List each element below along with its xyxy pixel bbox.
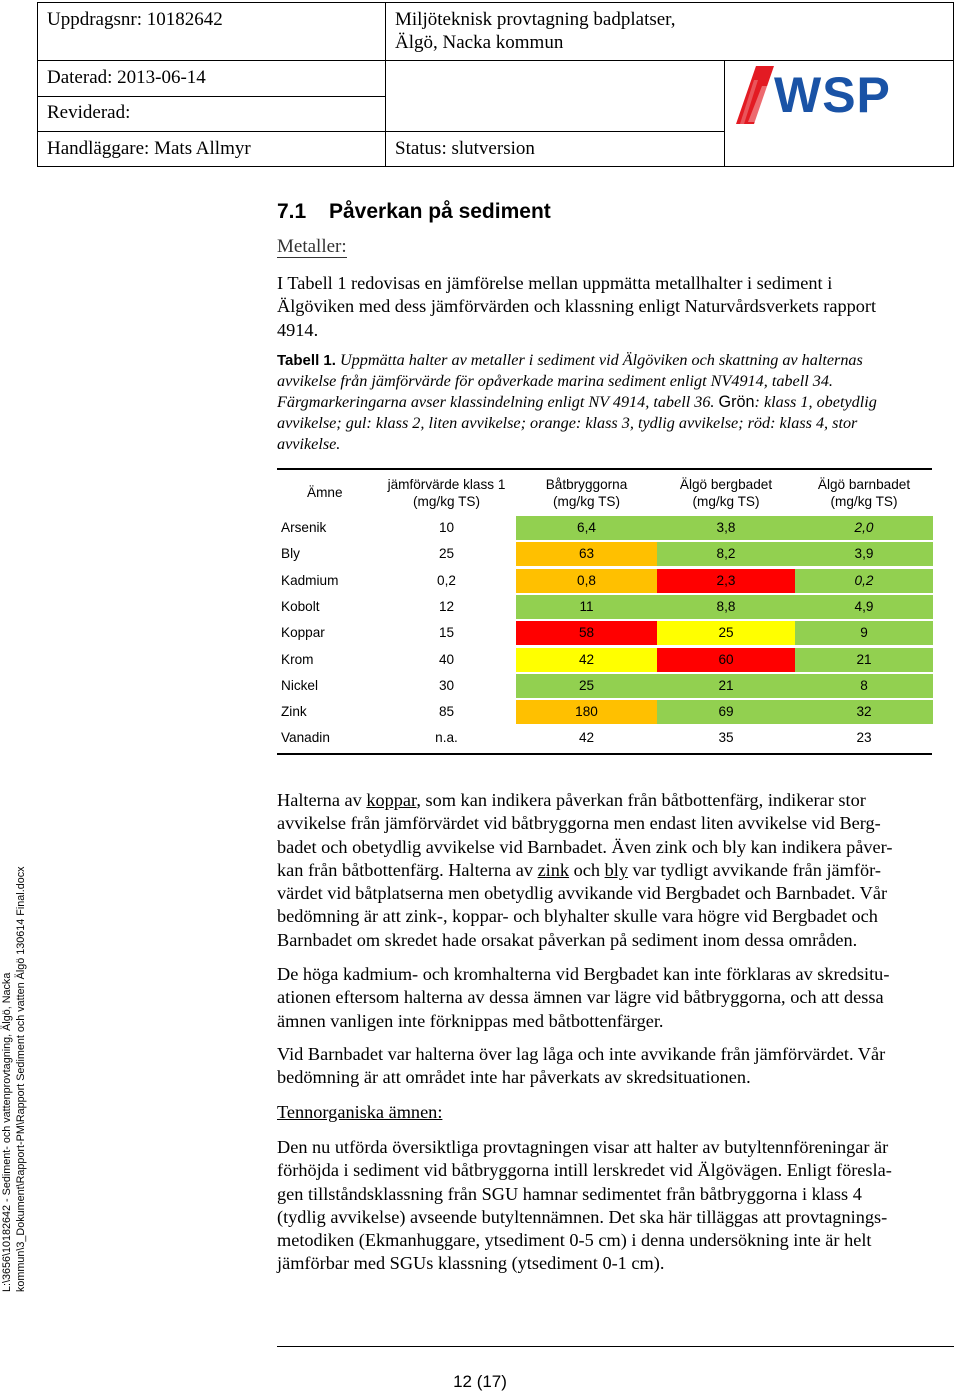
table-cell-value: 21 — [795, 648, 933, 672]
table-row-name: Krom — [281, 651, 314, 667]
table-cell-reference: 25 — [438, 546, 455, 562]
table-cell-value: 4,9 — [795, 595, 933, 619]
paragraph-line: metodiken (Ekmanhuggare, ytsediment 0-5 cm) i denna undersökning inte är helt — [277, 1230, 872, 1251]
paragraph-koppar — [277, 789, 947, 952]
table-cell-value: 58 — [516, 621, 657, 645]
table-cell-value: 6,4 — [516, 516, 657, 540]
table-cell-reference: 10 — [438, 520, 455, 535]
table-row-name: Vanadin — [281, 730, 330, 746]
table-cell-value: 2,3 — [657, 569, 795, 593]
paragraph-line: De höga kadmium- och kromhalterna vid Bergbadet kan inte förklaras av skredsitu- — [277, 964, 890, 984]
paragraph-line: gen tillståndsklassning från SGU hamnar sedimentet från båtbryggorna i klass 4 — [277, 1183, 862, 1204]
table-header-3: Älgö bergbadet (mg/kg TS) — [679, 477, 773, 509]
paragraph-kadmium — [277, 963, 947, 1033]
table-top-rule — [277, 468, 932, 470]
table-header-2: Båtbryggorna (mg/kg TS) — [545, 477, 628, 509]
table-caption: Tabell 1. Uppmätta halter av metaller i sediment vid Älgöviken och skattning av halternas avvikelse från jämförvärde för opåverkade marina sediment enligt NV4914, tabell 34. Färgmarkeringarna avser klassindelning enligt NV 4914, tabell 36. Grön: klass 1, obetydlig avvikelse; gul: klass 2, liten avvikelse; orange: klass 3, tydlig avvikelse; röd: klass 4, stor avvikelse. — [277, 351, 877, 453]
footer-rule — [277, 1346, 954, 1347]
table-cell-reference: 30 — [438, 677, 455, 693]
paragraph-barnbadet — [277, 1043, 947, 1090]
table-row-name: Kadmium — [281, 572, 339, 588]
header-border-left — [37, 2, 38, 167]
table-cell-reference: 0,2 — [437, 572, 456, 588]
wsp-logo — [734, 60, 924, 130]
table-cell-value: 35 — [718, 730, 734, 746]
table-cell-value: 8,2 — [657, 542, 795, 566]
table-cell-value: 11 — [516, 595, 657, 619]
table-cell-reference: 12 — [438, 598, 455, 614]
paragraph-line: Halterna av koppar, som kan indikera påverkan från båtbottenfärg, indikerar stor — [277, 790, 866, 810]
table-cell-value: 3,8 — [657, 516, 795, 540]
table-cell-value: 69 — [657, 700, 795, 724]
paragraph-line: kan från båtbottenfärg. Halterna av zink och bly var tydligt avvikande från jämför- — [277, 859, 881, 880]
header-divider-v1 — [385, 2, 386, 167]
table-cell-value: 42 — [578, 730, 595, 746]
header-divider-h2 — [37, 96, 386, 97]
caption-label: Tabell 1. — [277, 352, 336, 369]
header-divider-v2 — [724, 60, 725, 167]
subheading-metaller: Metaller: — [277, 236, 347, 257]
paragraph-line: jämförbar med SGUs klassning (ytsediment 0-1 cm). — [277, 1253, 665, 1274]
svg-text:WSP: WSP — [774, 67, 891, 123]
paragraph-line: förhöjda i sediment vid båtbryggorna intill lerskredet vid Älgövägen. Enligt föresla- — [277, 1160, 892, 1181]
table-cell-value: 60 — [657, 648, 795, 672]
header-divider-h3 — [37, 131, 725, 132]
table-row-name: Koppar — [281, 625, 325, 641]
paragraph-line: ämnen vanligen inte förknippas med båtbottenfärger. — [277, 1010, 664, 1031]
table-cell-value: 63 — [516, 542, 657, 566]
file-path-sidebar: L:\3656\10182642 - Sediment- och vattenprovtagning, Älgö, Nacka kommun\3_Dokument\Rapport-PM\Rapport Sediment och vatten Älgö 130614 Final.docx — [1, 866, 27, 1292]
table-cell-value: 21 — [657, 674, 795, 698]
section-title: Påverkan på sediment — [329, 200, 551, 223]
table-cell-value: 8 — [795, 674, 933, 698]
table-cell-reference: 15 — [438, 625, 455, 641]
table-row-name: Arsenik — [281, 520, 327, 535]
paragraph-line: Vid Barnbadet var halterna över lag låga och inte avvikande från jämförvärdet. Vår — [277, 1044, 886, 1064]
document-title-line1: Miljöteknisk provtagning badplatser, — [395, 9, 676, 30]
table-cell-value: 9 — [795, 621, 933, 645]
table-header-1: jämförvärde klass 1 (mg/kg TS) — [387, 477, 506, 509]
table-row-name: Kobolt — [281, 598, 320, 614]
table-cell-value: 0,2 — [795, 569, 933, 593]
paragraph-line: badet och obetydlig avvikelse vid Barnbadet. Även zink och bly kan indikera påver- — [277, 836, 893, 857]
table-cell-reference: 40 — [438, 651, 455, 667]
section-number: 7.1 — [277, 200, 307, 223]
header-border-top — [37, 2, 954, 3]
table-cell-value: 42 — [516, 648, 657, 672]
paragraph-line: värdet vid båtplatserna men obetydlig avvikande vid Bergbadet och Barnbadet. Vår — [277, 883, 888, 904]
paragraph-line: (tydlig avvikelse) avseende butyltennämnen. Det ska här tilläggas att provtagnings- — [277, 1206, 888, 1227]
table-header-4: Älgö barnbadet (mg/kg TS) — [817, 477, 911, 509]
daterad: Daterad: 2013-06-14 — [47, 67, 206, 88]
paragraph-line: avvikelse från jämförvärdet vid båtbryggorna men endast liten avvikelse vid Berg- — [277, 813, 881, 834]
handlaggare: Handläggare: Mats Allmyr — [47, 138, 251, 159]
table-header-0: Ämne — [307, 485, 343, 500]
table-row-name: Bly — [281, 546, 300, 562]
table-cell-reference: n.a. — [435, 730, 458, 746]
table-cell-value: 25 — [516, 674, 657, 698]
table-row-name: Zink — [281, 704, 307, 720]
table-cell-value: 180 — [516, 700, 657, 724]
intro-paragraph: I Tabell 1 redovisas en jämförelse mellan uppmätta metallhalter i sediment i Älgöviken med dess jämförvärden och klassning enligt Naturvårdsverkets rapport 4914. — [277, 273, 877, 340]
table-bottom-rule — [277, 753, 932, 755]
table-cell-value: 3,9 — [795, 542, 933, 566]
paragraph-line: bedömning är att området inte har påverkats av skredsituationen. — [277, 1067, 751, 1088]
table-cell-value: 32 — [795, 700, 933, 724]
header-border-right — [953, 2, 954, 167]
table-cell-value: 8,8 — [657, 595, 795, 619]
subheading-tennorganiska: Tennorganiska ämnen: — [277, 1102, 443, 1122]
header-border-bottom — [37, 166, 954, 167]
table-cell-reference: 85 — [438, 704, 455, 720]
paragraph-line: bedömning är att zink-, koppar- och blyhalter skulle vara högre vid Bergbadet och — [277, 906, 878, 927]
paragraph-tennorganiska — [277, 1136, 947, 1276]
status: Status: slutversion — [395, 138, 535, 159]
table-row-name: Nickel — [281, 677, 319, 693]
paragraph-line: Barnbadet om skredet hade orsakat påverkan på sediment inom dessa områden. — [277, 929, 858, 950]
document-title-line2: Älgö, Nacka kommun — [395, 32, 564, 53]
paragraph-line: ationen eftersom halterna av dessa ämnen var lägre vid båtbryggorna, och att dessa — [277, 987, 884, 1008]
section-heading — [277, 200, 551, 224]
uppdragsnr: Uppdragsnr: 10182642 — [47, 9, 223, 30]
table-cell-value: 2,0 — [795, 516, 933, 540]
page-number: 12 (17) — [453, 1372, 507, 1391]
reviderad: Reviderad: — [47, 102, 131, 123]
table-cell-value: 23 — [856, 730, 872, 746]
table-cell-value: 25 — [657, 621, 795, 645]
table-cell-value: 0,8 — [516, 569, 657, 593]
paragraph-line: Den nu utförda översiktliga provtagningen visar att halter av butyltennföreningar är — [277, 1137, 889, 1157]
